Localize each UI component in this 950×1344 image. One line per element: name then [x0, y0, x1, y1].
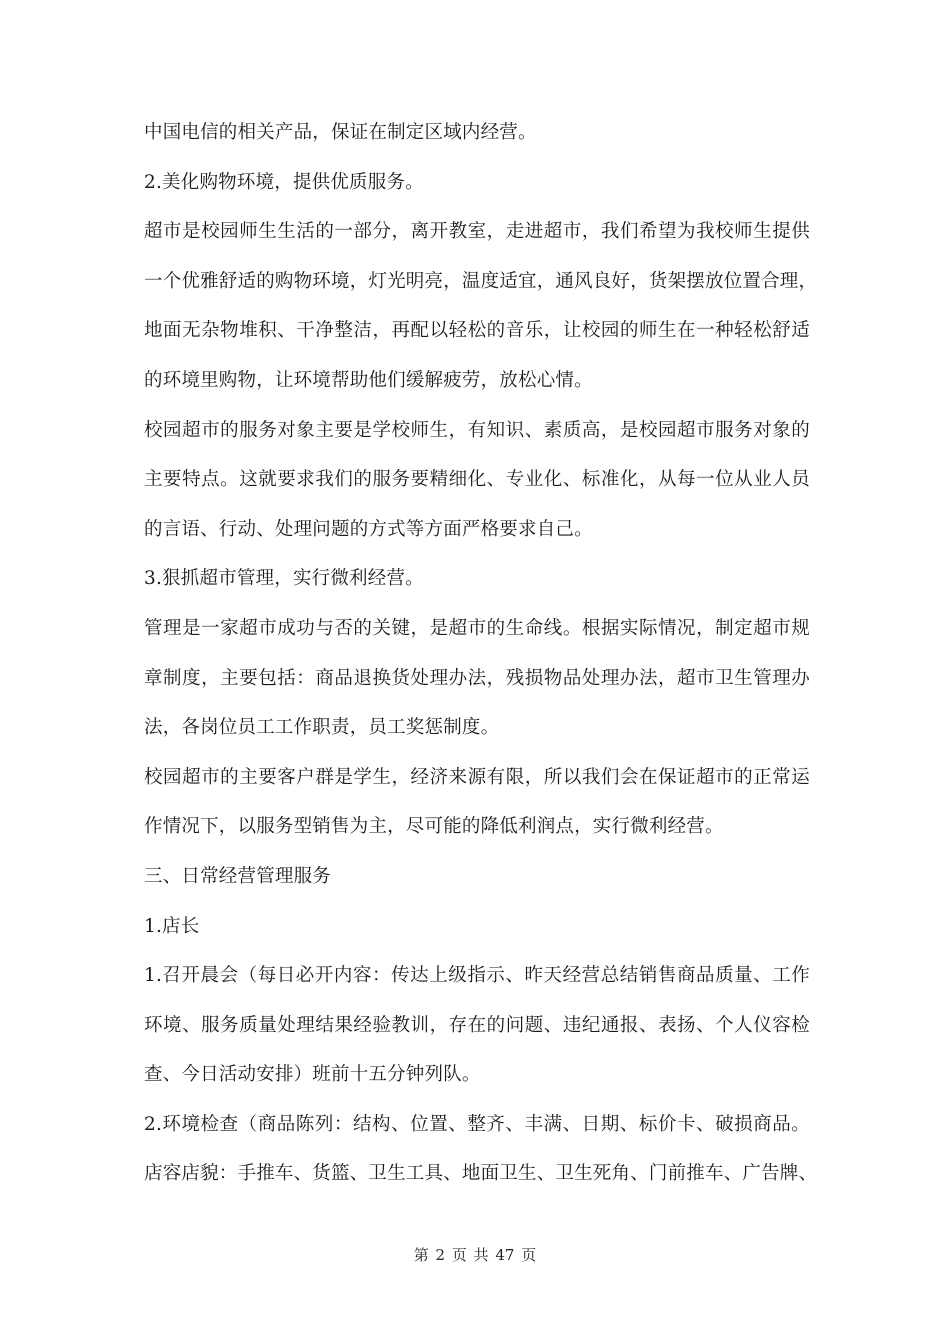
text-line: 作情况下，以服务型销售为主，尽可能的降低利润点，实行微利经营。: [144, 816, 724, 838]
text-line: 主要特点。这就要求我们的服务要精细化、专业化、标准化，从每一位从业人员: [144, 469, 810, 491]
text-line: 法，各岗位员工工作职责，员工奖惩制度。: [144, 717, 500, 739]
text-line: 店容店貌：手推车、货篮、卫生工具、地面卫生、卫生死角、门前推车、广告牌、: [144, 1163, 818, 1185]
section-heading: 2.美化购物环境，提供优质服务。: [144, 171, 424, 193]
text-line: 校园超市的服务对象主要是学校师生，有知识、素质高，是校园超市服务对象的: [144, 419, 810, 441]
text-line: 查、今日活动安排）班前十五分钟列队。: [144, 1064, 481, 1086]
text-line: 1.召开晨会（每日必开内容：传达上级指示、昨天经营总结销售商品质量、工作: [144, 965, 810, 987]
text-line: 环境、服务质量处理结果经验教训，存在的问题、违纪通报、表扬、个人仪容检: [144, 1014, 810, 1036]
text-line: 的言语、行动、处理问题的方式等方面严格要求自己。: [144, 518, 593, 540]
text-line: 中国电信的相关产品，保证在制定区域内经营。: [144, 122, 537, 143]
section-heading: 三、日常经营管理服务: [144, 865, 332, 887]
page-number-footer: 第 2 页 共 47 页: [413, 1246, 537, 1264]
text-line: 地面无杂物堆积、干净整洁，再配以轻松的音乐，让校园的师生在一种轻松舒适: [144, 320, 810, 342]
text-line: 的环境里购物，让环境帮助他们缓解疲劳，放松心情。: [144, 369, 593, 391]
section-heading: 3.狠抓超市管理，实行微利经营。: [144, 568, 424, 590]
document-body: [144, 108, 818, 1199]
section-heading: 1.店长: [144, 915, 200, 937]
text-line: 章制度，主要包括：商品退换货处理办法，残损物品处理办法，超市卫生管理办: [144, 667, 810, 689]
text-line: 校园超市的主要客户群是学生，经济来源有限，所以我们会在保证超市的正常运: [144, 766, 810, 788]
text-line: 超市是校园师生生活的一部分，离开教室，走进超市，我们希望为我校师生提供: [144, 221, 810, 243]
text-line: 管理是一家超市成功与否的关键，是超市的生命线。根据实际情况，制定超市规: [144, 617, 810, 639]
text-line: 2.环境检查（商品陈列：结构、位置、整齐、丰满、日期、标价卡、破损商品。: [144, 1113, 810, 1135]
text-line: 一个优雅舒适的购物环境，灯光明亮，温度适宜，通风良好，货架摆放位置合理，: [144, 270, 818, 292]
